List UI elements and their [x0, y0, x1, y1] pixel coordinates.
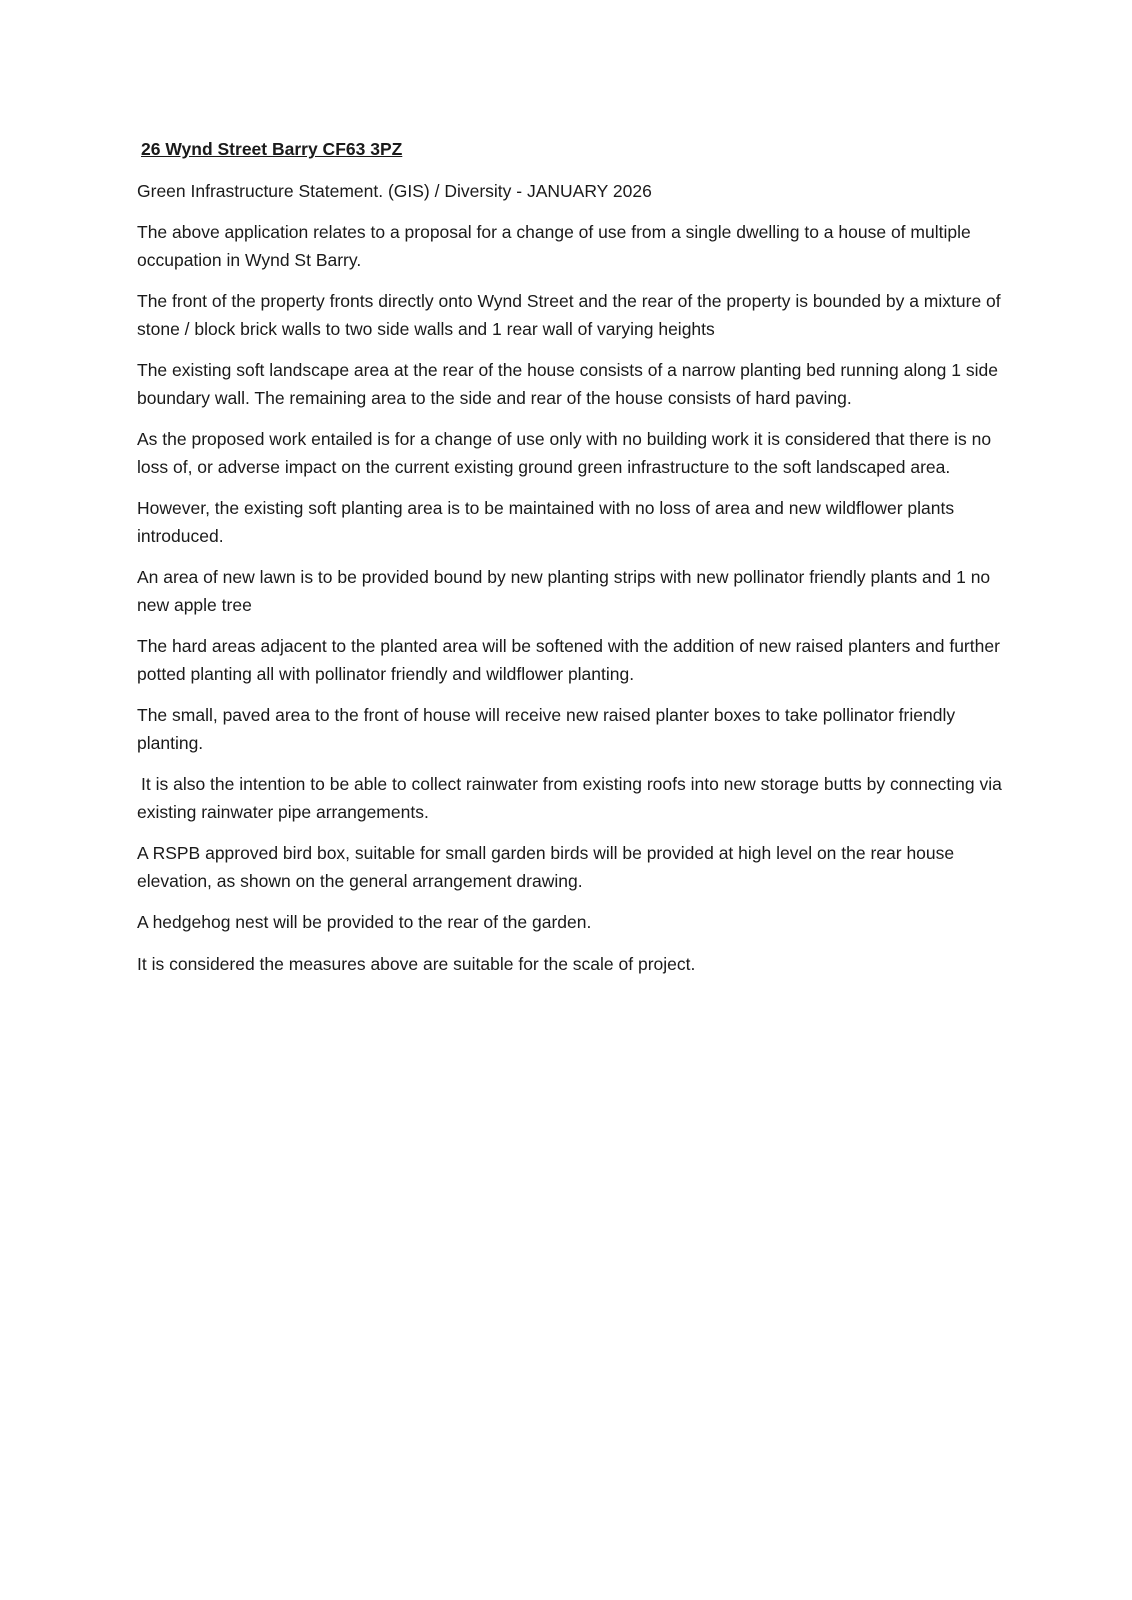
- paragraph-hedgehog: A hedgehog nest will be provided to the rear of the garden.: [137, 912, 592, 932]
- paragraph-impact: As the proposed work entailed is for a change of use only with no building work it is considered that there is no loss of, or adverse impact on the current existing ground green infrastructure to the soft landscaped area.: [137, 429, 992, 477]
- paragraph-soft-planting: However, the existing soft planting area is to be maintained with no loss of area and new wildflower plants introduced.: [137, 498, 955, 546]
- paragraph-hard-areas: The hard areas adjacent to the planted area will be softened with the addition of new raised planters and further potted planting all with pollinator friendly and wildflower planting.: [137, 636, 1000, 684]
- paragraph-new-lawn: An area of new lawn is to be provided bound by new planting strips with new pollinator friendly plants and 1 no new apple tree: [137, 567, 991, 615]
- document-subtitle: Green Infrastructure Statement. (GIS) / Diversity - JANUARY 2026: [137, 180, 652, 201]
- paragraph-front-area: The small, paved area to the front of house will receive new raised planter boxes to take pollinator friendly planting.: [137, 705, 956, 753]
- paragraph-application: The above application relates to a proposal for a change of use from a single dwelling to a house of multiple occupation in Wynd St Barry.: [137, 222, 971, 270]
- document-body: [137, 136, 1005, 992]
- document-title: 26 Wynd Street Barry CF63 3PZ: [141, 139, 403, 159]
- paragraph-existing-landscape: The existing soft landscape area at the rear of the house consists of a narrow planting bed running along 1 side boundary wall. The remaining area to the side and rear of the house consists of hard paving.: [137, 360, 998, 408]
- paragraph-rainwater: It is also the intention to be able to collect rainwater from existing roofs into new storage butts by connecting via existing rainwater pipe arrangements.: [137, 774, 1002, 822]
- paragraph-bird-box: A RSPB approved bird box, suitable for small garden birds will be provided at high level on the rear house elevation, as shown on the general arrangement drawing.: [137, 843, 955, 891]
- paragraph-property-boundary: The front of the property fronts directly onto Wynd Street and the rear of the property is bounded by a mixture of stone / block brick walls to two side walls and 1 rear wall of varying heights: [137, 291, 1001, 339]
- paragraph-conclusion: It is considered the measures above are suitable for the scale of project.: [137, 953, 696, 974]
